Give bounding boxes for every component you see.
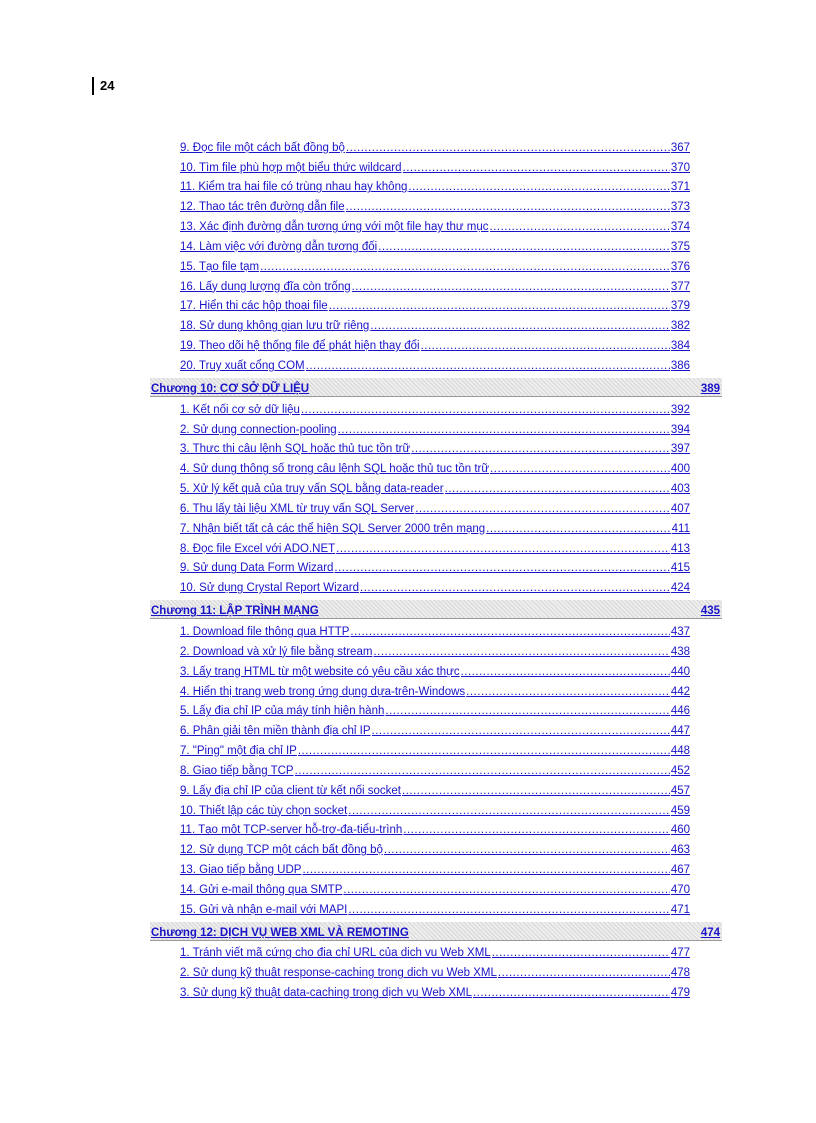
toc-entry (180, 439, 690, 459)
dot-leader (360, 581, 670, 595)
dot-leader (461, 665, 670, 679)
dot-leader (260, 260, 670, 274)
toc-entry-title: 6. Thu lấy tài liệu XML từ truy vấn SQL Server (180, 502, 415, 515)
toc-entry-link[interactable] (180, 577, 690, 597)
toc-entry (180, 498, 690, 518)
toc-entry-link[interactable] (180, 720, 690, 740)
dot-leader (346, 200, 670, 214)
toc-entry-title: 14. Làm việc với đường dẫn tương đối (180, 240, 378, 253)
toc-entry-page-number: 403 (670, 483, 690, 496)
toc-entry (180, 701, 690, 721)
toc-entry-page-number: 478 (670, 967, 690, 980)
toc-entry-title: 20. Truy xuất cổng COM (180, 359, 305, 372)
toc-entry (180, 458, 690, 478)
toc-entry (180, 315, 690, 335)
dot-leader (421, 339, 670, 353)
toc-entry-link[interactable] (180, 439, 690, 459)
dot-leader (298, 744, 670, 758)
dot-leader (338, 423, 670, 437)
toc-entry-link[interactable] (180, 137, 690, 157)
toc-entry-link[interactable] (180, 256, 690, 276)
toc-entry (180, 399, 690, 419)
dot-leader (329, 299, 670, 313)
toc-entry (180, 236, 690, 256)
toc-entry (180, 740, 690, 760)
dot-leader (492, 946, 670, 960)
dot-leader (411, 442, 670, 456)
toc-entry-title: 8. Giao tiếp bằng TCP (180, 764, 294, 777)
toc-entry-title: 4. Sử dụng thông số trong câu lệnh SQL hoặc thủ tục tồn trữ (180, 463, 490, 476)
toc-entry-title: 4. Hiển thị trang web trong ứng dụng dựa-trên-Windows (180, 685, 466, 698)
toc-entry-link[interactable] (180, 157, 690, 177)
toc-entry-page-number: 457 (670, 784, 690, 797)
toc-entry-page-number: 376 (670, 260, 690, 273)
toc-entry-page-number: 384 (670, 340, 690, 353)
dot-leader (295, 764, 670, 778)
page-number: 24 (92, 77, 114, 95)
chapter-page-number: 435 (700, 605, 720, 618)
toc-entry-link[interactable] (180, 740, 690, 760)
toc-entry-link[interactable] (180, 621, 690, 641)
dot-leader (490, 220, 670, 234)
toc-entry (180, 518, 690, 538)
toc-entry-link[interactable] (180, 820, 690, 840)
toc-entry-title: 9. Sử dụng Data Form Wizard (180, 562, 334, 575)
toc-entry-link[interactable] (180, 538, 690, 558)
toc-entry-title: 7. "Ping" một địa chỉ IP (180, 745, 297, 758)
toc-entry-title: 7. Nhận biết tất cả các thể hiện SQL Server 2000 trên mạng (180, 522, 486, 535)
dot-leader (348, 903, 669, 917)
toc-entry-title: 14. Gửi e-mail thông qua SMTP (180, 883, 343, 896)
toc-entry (180, 621, 690, 641)
toc-entry-page-number: 442 (670, 685, 690, 698)
toc-entry-title: 2. Download và xử lý file bằng stream (180, 645, 373, 658)
toc-entry (180, 276, 690, 296)
chapter-heading (150, 378, 722, 397)
toc-entry-link[interactable] (180, 879, 690, 899)
chapter-page-number: 389 (700, 382, 720, 395)
toc-entry-title: 15. Gửi và nhận e-mail với MAPI (180, 903, 348, 916)
toc-entry-title: 3. Lấy trang HTML từ một website có yêu cầu xác thực (180, 665, 460, 678)
toc-entry (180, 296, 690, 316)
toc-entry-title: 18. Sử dụng không gian lưu trữ riêng (180, 320, 370, 333)
dot-leader (348, 804, 670, 818)
toc-entry-link[interactable] (180, 943, 690, 963)
toc-entry-link[interactable] (180, 296, 690, 316)
dot-leader (466, 685, 670, 699)
dot-leader (370, 319, 669, 333)
toc-entry-page-number: 438 (670, 645, 690, 658)
dot-leader (334, 561, 669, 575)
toc-entry (180, 982, 690, 1002)
chapter-heading (150, 922, 722, 941)
toc-entry-page-number: 452 (670, 764, 690, 777)
toc-entry-link[interactable] (180, 399, 690, 419)
toc-entry-title: 11. Kiểm tra hai file có trùng nhau hay không (180, 181, 408, 194)
toc-entry (180, 577, 690, 597)
chapter-link[interactable] (150, 922, 722, 940)
toc-entry-title: 3. Thực thi câu lệnh SQL hoặc thủ tục tồn trữ (180, 443, 411, 456)
toc-entry-page-number: 397 (670, 443, 690, 456)
toc-entry-title: 1. Kết nối cơ sở dữ liệu (180, 403, 300, 416)
chapter-title: Chương 12: DỊCH VỤ WEB XML VÀ REMOTING (151, 926, 409, 939)
toc-entry-link[interactable] (180, 419, 690, 439)
toc-entry-title: 1. Tránh viết mã cứng cho địa chỉ URL của dịch vụ Web XML (180, 947, 491, 960)
toc-entry (180, 335, 690, 355)
dot-leader (301, 403, 670, 417)
toc-entry (180, 800, 690, 820)
dot-leader (403, 161, 670, 175)
toc-entry (180, 879, 690, 899)
toc-entry-link[interactable] (180, 839, 690, 859)
toc-entry-page-number: 370 (670, 161, 690, 174)
toc-entry (180, 820, 690, 840)
toc-entry (180, 177, 690, 197)
toc-entry-page-number: 479 (670, 987, 690, 1000)
toc-entry-title: 6. Phân giải tên miền thành địa chỉ IP (180, 725, 371, 738)
toc-entry-link[interactable] (180, 177, 690, 197)
dot-leader (302, 863, 669, 877)
toc-entry-page-number: 367 (670, 141, 690, 154)
toc-entry-title: 10. Tìm file phù hợp một biểu thức wildcard (180, 161, 402, 174)
toc-entry (180, 355, 690, 375)
chapter-title: Chương 10: CƠ SỞ DỮ LIỆU (151, 382, 310, 395)
toc-entry (180, 962, 690, 982)
toc-entry (180, 558, 690, 578)
toc-entry (180, 943, 690, 963)
toc-entry-page-number: 379 (670, 300, 690, 313)
toc-entry-page-number: 377 (670, 280, 690, 293)
toc-entry-link[interactable] (180, 236, 690, 256)
dot-leader (402, 784, 670, 798)
toc-entry-page-number: 373 (670, 201, 690, 214)
toc-entry-link[interactable] (180, 355, 690, 375)
toc-entry (180, 760, 690, 780)
toc-entry-page-number: 413 (670, 542, 690, 555)
toc-entry (180, 216, 690, 236)
toc-entry-page-number: 470 (670, 883, 690, 896)
toc-entry-link[interactable] (180, 216, 690, 236)
toc-entry (180, 137, 690, 157)
dot-leader (350, 625, 669, 639)
toc-entry-page-number: 371 (670, 181, 690, 194)
toc-entry-page-number: 448 (670, 745, 690, 758)
dot-leader (490, 462, 670, 476)
toc-entry-link[interactable] (180, 518, 690, 538)
toc-entry-link[interactable] (180, 780, 690, 800)
dot-leader (378, 240, 670, 254)
toc-entry-link[interactable] (180, 962, 690, 982)
toc-entry (180, 478, 690, 498)
toc-entry-link[interactable] (180, 800, 690, 820)
toc-entry-page-number: 392 (670, 403, 690, 416)
toc-entry-title: 5. Lấy địa chỉ IP của máy tính hiện hành (180, 705, 385, 718)
toc-entry-title: 1. Download file thông qua HTTP (180, 626, 350, 639)
toc-entry (180, 859, 690, 879)
dot-leader (415, 502, 670, 516)
toc-entry-page-number: 424 (670, 582, 690, 595)
toc-entry-link[interactable] (180, 760, 690, 780)
toc-entry-page-number: 471 (670, 903, 690, 916)
toc-entry-link[interactable] (180, 276, 690, 296)
dot-leader (403, 823, 670, 837)
toc-entry-title: 11. Tạo một TCP-server hỗ-trợ-đa-tiểu-trình (180, 824, 403, 837)
dot-leader (346, 141, 670, 155)
toc-entry-link[interactable] (180, 641, 690, 661)
toc-entry-title: 3. Sử dụng kỹ thuật data-caching trong dịch vụ Web XML (180, 987, 472, 1000)
dot-leader (384, 843, 670, 857)
toc-entry-title: 2. Sử dụng connection-pooling (180, 423, 337, 436)
toc-entry-title: 10. Thiết lập các tùy chọn socket (180, 804, 348, 817)
dot-leader (408, 180, 669, 194)
toc-entry-link[interactable] (180, 982, 690, 1002)
chapter-page-number: 474 (700, 926, 720, 939)
toc-entry-title: 15. Tạo file tạm (180, 260, 260, 273)
toc-entry-title: 19. Theo dõi hệ thống file để phát hiện thay đổi (180, 340, 420, 353)
toc-entry-page-number: 447 (670, 725, 690, 738)
toc-entry-link[interactable] (180, 335, 690, 355)
toc-entry (180, 899, 690, 919)
toc-entry (180, 839, 690, 859)
toc-entry (180, 780, 690, 800)
toc-entry-link[interactable] (180, 458, 690, 478)
toc-entry-page-number: 375 (670, 240, 690, 253)
toc-entry (180, 157, 690, 177)
toc-entry-page-number: 437 (670, 626, 690, 639)
table-of-contents (150, 137, 722, 1002)
toc-entry-link[interactable] (180, 558, 690, 578)
chapter-link[interactable] (150, 378, 722, 396)
toc-entry-page-number: 394 (670, 423, 690, 436)
toc-entry-page-number: 467 (670, 863, 690, 876)
dot-leader (306, 359, 670, 373)
toc-entry-title: 2. Sử dụng kỹ thuật response-caching trong dịch vụ Web XML (180, 967, 497, 980)
toc-entry-page-number: 400 (670, 463, 690, 476)
toc-entry-title: 13. Xác định đường dẫn tương ứng với một file hay thư mục (180, 221, 489, 234)
dot-leader (372, 724, 670, 738)
toc-entry-page-number: 411 (671, 522, 690, 535)
dot-leader (385, 704, 669, 718)
toc-entry-page-number: 374 (670, 221, 690, 234)
chapter-heading (150, 600, 722, 619)
toc-entry-link[interactable] (180, 681, 690, 701)
toc-entry-title: 12. Thao tác trên đường dẫn file (180, 201, 345, 214)
toc-entry (180, 196, 690, 216)
toc-entry-title: 8. Đọc file Excel với ADO.NET (180, 542, 336, 555)
toc-entry-page-number: 460 (670, 824, 690, 837)
toc-entry (180, 538, 690, 558)
dot-leader (336, 542, 670, 556)
toc-entry-link[interactable] (180, 498, 690, 518)
dot-leader (498, 966, 670, 980)
toc-entry-page-number: 446 (670, 705, 690, 718)
toc-entry-title: 10. Sử dụng Crystal Report Wizard (180, 582, 359, 595)
toc-entry-title: 9. Lấy địa chỉ IP của client từ kết nối socket (180, 784, 401, 797)
toc-entry (180, 256, 690, 276)
dot-leader (343, 883, 669, 897)
toc-entry (180, 419, 690, 439)
toc-entry-link[interactable] (180, 315, 690, 335)
toc-entry-title: 16. Lấy dung lượng đĩa còn trống (180, 280, 351, 293)
toc-entry-link[interactable] (180, 701, 690, 721)
dot-leader (445, 482, 670, 496)
toc-entry-title: 9. Đọc file một cách bất đồng bộ (180, 141, 345, 154)
toc-entry-page-number: 463 (670, 844, 690, 857)
toc-entry-link[interactable] (180, 899, 690, 919)
toc-entry-link[interactable] (180, 196, 690, 216)
toc-entry-title: 17. Hiển thị các hộp thoại file (180, 300, 328, 313)
toc-entry-page-number: 440 (670, 665, 690, 678)
toc-entry-link[interactable] (180, 859, 690, 879)
chapter-link[interactable] (150, 600, 722, 618)
toc-entry-page-number: 477 (670, 947, 690, 960)
toc-entry-link[interactable] (180, 478, 690, 498)
toc-entry-page-number: 386 (670, 359, 690, 372)
toc-entry (180, 661, 690, 681)
toc-entry-page-number: 407 (670, 502, 690, 515)
dot-leader (373, 645, 669, 659)
toc-entry-page-number: 382 (670, 320, 690, 333)
toc-entry-page-number: 459 (670, 804, 690, 817)
dot-leader (352, 280, 670, 294)
toc-entry-title: 13. Giao tiếp bằng UDP (180, 863, 302, 876)
toc-entry-title: 12. Sử dụng TCP một cách bất đồng bộ (180, 844, 383, 857)
toc-entry-title: 5. Xử lý kết quả của truy vấn SQL bằng data-reader (180, 483, 444, 496)
toc-entry-page-number: 415 (670, 562, 690, 575)
toc-entry-link[interactable] (180, 661, 690, 681)
dot-leader (473, 986, 670, 1000)
toc-entry (180, 681, 690, 701)
toc-entry (180, 720, 690, 740)
chapter-title: Chương 11: LẬP TRÌNH MẠNG (151, 605, 319, 618)
dot-leader (486, 522, 671, 536)
toc-entry (180, 641, 690, 661)
